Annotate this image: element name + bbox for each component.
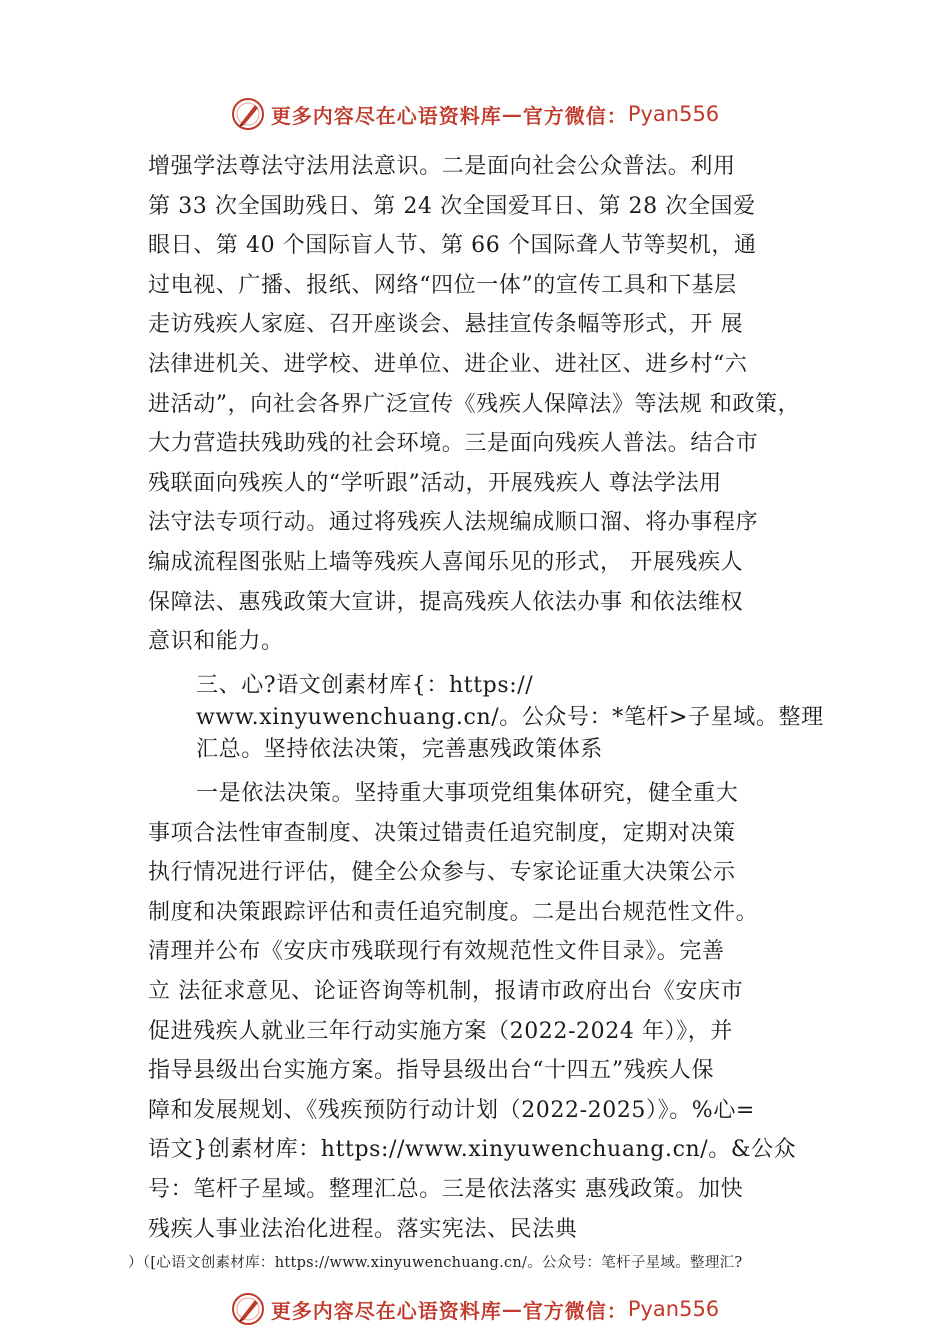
banner-dash: — (501, 102, 523, 126)
text-line: 残疾人事业法治化进程。落实宪法、民法典 (148, 1216, 578, 1242)
text-line: 保障法、惠残政策大宣讲，提高残疾人依法办事 和依法维权 (148, 589, 744, 615)
pen-logo-icon (231, 1292, 265, 1326)
text-line: 残联面向残疾人的“学听跟”活动，开展残疾人 尊法学法用 (148, 470, 722, 496)
banner-contact-id: Pyan556 (627, 102, 720, 126)
text-line: 增强学法尊法守法用法意识。二是面向社会公众普法。利用 (148, 154, 736, 179)
footnote: ）（[心语文创素材库：https://www.xinyuwenchuang.cn/。公众号：笔杆子星域。整理汇? (128, 1255, 743, 1271)
pen-logo-icon (231, 97, 265, 131)
text-line: 清理并公布《安庆市残联现行有效规范性文件目录》。完善 (148, 939, 725, 965)
text-line: 指导县级出台实施方案。指导县级出台“十四五”残疾人保 (148, 1058, 715, 1084)
banner-contact-label: 官方微信： (522, 1298, 628, 1323)
banner-title: 更多内容尽在心语资料库 (270, 103, 502, 128)
banner-title: 更多内容尽在心语资料库 (270, 1298, 502, 1323)
text-line: 制度和决策跟踪评估和责任追究制度。二是出台规范性文件。 (148, 899, 759, 925)
text-line: 执行情况进行评估，健全公众参与、专家论证重大决策公示 (148, 860, 736, 886)
text-line: 眼日、第 40 个国际盲人节、第 66 个国际聋人节等契机，通 (148, 233, 757, 259)
section-heading (196, 670, 846, 766)
banner-dash: — (501, 1297, 523, 1321)
header-banner (0, 94, 950, 134)
text-line: 促进残疾人就业三年行动实施方案（2022-2024 年）》，并 (148, 1018, 734, 1044)
text-line: 意识和能力。 (148, 629, 284, 655)
text-line: 事项合法性审查制度、决策过错责任追究制度，定期对决策 (148, 820, 736, 846)
text-line: 障和发展规划、《残疾预防行动计划（2022-2025）》。%心= (148, 1097, 755, 1123)
text-line: 大力营造扶残助残的社会环境。三是面向残疾人普法。结合市 (148, 431, 759, 457)
text-line: 走访残疾人家庭、召开座谈会、悬挂宣传条幅等形式，开 展 (148, 312, 744, 338)
text-line: 一是依法决策。坚持重大事项党组集体研究，健全重大 (196, 781, 739, 806)
heading-line: 三、心?语文创素材库{：https:// (196, 673, 534, 698)
footer-banner (0, 1289, 950, 1329)
text-line: 法律进机关、进学校、进单位、进企业、进社区、进乡村“六 (148, 351, 748, 377)
text-line: 过电视、广播、报纸、网络“四位一体”的宣传工具和下基层 (148, 272, 737, 298)
text-line: 进活动”，向社会各界广泛宣传《残疾人保障法》等法规 和政策， (148, 391, 801, 417)
banner-contact-label: 官方微信： (522, 103, 628, 128)
text-line: 立 法征求意见、论证咨询等机制，报请市政府出台《安庆市 (148, 978, 744, 1004)
text-line: 语文}创素材库：https://www.xinyuwenchuang.cn/。&公众 (148, 1137, 797, 1163)
paragraph-1 (148, 147, 838, 662)
heading-line: 汇总。坚持依法决策，完善惠残政策体系 (196, 737, 603, 762)
heading-line: www.xinyuwenchuang.cn/。公众号：*笔杆>子星域。整理 (196, 705, 824, 730)
paragraph-2 (148, 774, 838, 1249)
text-line: 法守法专项行动。通过将残疾人法规编成顺口溜、将办事程序 (148, 510, 759, 536)
text-line: 第 33 次全国助残日、第 24 次全国爱耳日、第 28 次全国爱 (148, 193, 756, 219)
banner-contact-id: Pyan556 (627, 1297, 720, 1321)
text-line: 编成流程图张贴上墙等残疾人喜闻乐见的形式， 开展残疾人 (148, 549, 744, 575)
text-line: 号：笔杆子星域。整理汇总。三是依法落实 惠残政策。加快 (148, 1176, 744, 1202)
